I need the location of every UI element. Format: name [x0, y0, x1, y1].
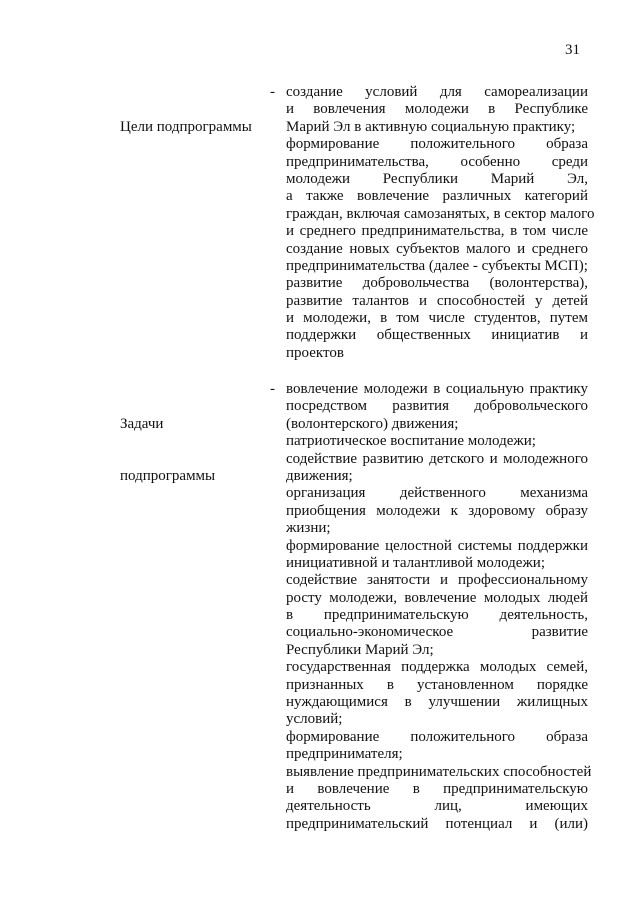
text-line: формирование положительного образа: [286, 136, 588, 153]
section-label-line: Задачи: [120, 415, 164, 432]
text-line: и вовлечение в предпринимательскую: [286, 780, 588, 797]
text-line: проектов: [286, 344, 344, 361]
text-line: государственная поддержка молодых семей,: [286, 659, 588, 676]
text-line: предпринимательский потенциал и (или): [286, 815, 588, 832]
text-line: деятельность лиц, имеющих: [286, 798, 588, 815]
text-line: развитие добровольчества (волонтерства),: [286, 275, 588, 292]
text-line: движения;: [286, 467, 353, 484]
text-line: содействие развитию детского и молодежного: [286, 450, 588, 467]
text-line: предпринимателя;: [286, 746, 403, 763]
section-label-line: подпрограммы: [120, 468, 216, 485]
text-line: посредством развития добровольческого: [286, 398, 588, 415]
text-line: Республики Марий Эл;: [286, 641, 434, 658]
section-dash: -: [270, 84, 275, 100]
section-content-goals: [286, 84, 595, 362]
text-line: содействие занятости и профессиональному: [286, 572, 588, 589]
text-line: организация действенного механизма: [286, 485, 588, 502]
section-dash: -: [270, 381, 275, 397]
text-line: и вовлечения молодежи в Республике: [286, 101, 588, 118]
text-line: условий;: [286, 711, 343, 728]
text-line: в предпринимательскую деятельность,: [286, 607, 588, 624]
text-line: а также вовлечение различных категорий: [286, 188, 588, 205]
text-line: социально-экономическое развитие: [286, 624, 588, 641]
text-line: развитие талантов и способностей у детей: [286, 292, 588, 309]
text-line: предпринимательства (далее - субъекты МСП);: [286, 257, 588, 274]
text-line: молодежи Республики Марий Эл,: [286, 170, 588, 187]
text-line: и молодежи, в том числе студентов, путем: [286, 310, 588, 327]
section-label-line: Цели подпрограммы: [120, 118, 252, 135]
text-line: Марий Эл в активную социальную практику;: [286, 118, 576, 135]
text-line: жизни;: [286, 520, 331, 537]
text-line: нуждающимися в улучшении жилищных: [286, 694, 588, 711]
text-line: предпринимательства, особенно среди: [286, 153, 588, 170]
text-line: формирование положительного образа: [286, 728, 588, 745]
text-line: росту молодежи, вовлечение молодых людей: [286, 589, 588, 606]
text-line: патриотическое воспитание молодежи;: [286, 433, 536, 450]
section-label-tasks: [120, 381, 215, 520]
text-line: граждан, включая самозанятых, в сектор малого: [286, 205, 595, 222]
section-label-goals: [120, 84, 252, 171]
text-line: создание новых субъектов малого и среднего: [286, 240, 588, 257]
text-line: поддержки общественных инициатив и: [286, 327, 588, 344]
text-line: (волонтерского) движения;: [286, 415, 459, 432]
text-line: выявление предпринимательских способностей: [286, 763, 592, 780]
text-line: признанных в установленном порядке: [286, 676, 588, 693]
text-line: инициативной и талантливой молодежи;: [286, 554, 545, 571]
text-line: создание условий для самореализации: [286, 84, 588, 100]
text-line: вовлечение молодежи в социальную практику: [286, 381, 588, 397]
text-line: и среднего предпринимательства, в том числе: [286, 223, 588, 240]
text-line: приобщения молодежи к здоровому образу: [286, 502, 588, 519]
section-content-tasks: [286, 381, 592, 833]
text-line: формирование целостной системы поддержки: [286, 537, 588, 554]
page-number: 31: [565, 42, 580, 58]
